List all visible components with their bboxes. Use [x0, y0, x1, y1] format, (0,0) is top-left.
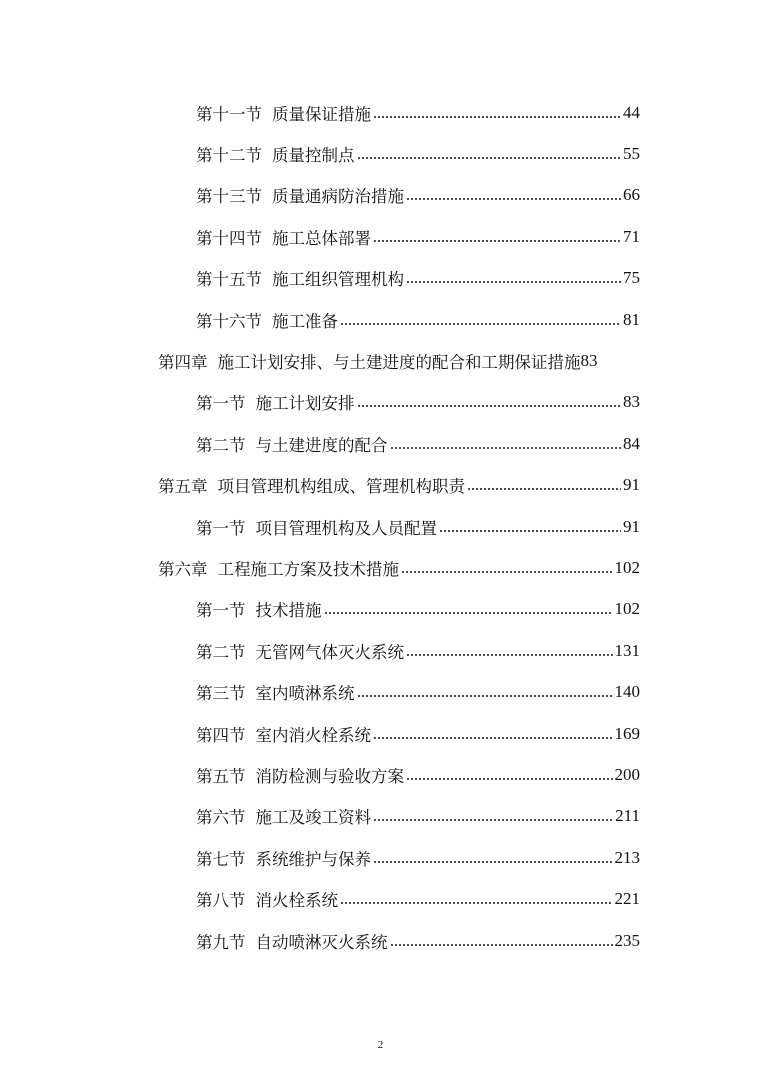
toc-entry-page: 75 — [623, 268, 640, 288]
toc-entry-title: 施工总体部署 — [272, 228, 371, 248]
toc-chapter-entry[interactable] — [158, 340, 640, 381]
toc-dot-leader — [406, 279, 621, 285]
toc-entry-number: 第一节 — [196, 601, 246, 621]
toc-entry-page: 91 — [623, 475, 640, 495]
toc-entry-number: 第十四节 — [196, 228, 262, 248]
toc-entry-page: 83 — [623, 392, 640, 412]
toc-section-entry[interactable] — [196, 837, 640, 878]
toc-dot-leader — [357, 155, 622, 161]
toc-dot-leader — [373, 859, 613, 865]
toc-dot-leader — [406, 196, 621, 202]
toc-entry-title: 室内喷淋系统 — [255, 684, 355, 704]
toc-entry-number: 第九节 — [196, 932, 246, 952]
toc-entry-title: 施工准备 — [272, 311, 338, 331]
page-number: 2 — [377, 1039, 384, 1051]
toc-dot-leader — [340, 321, 621, 327]
toc-entry-number: 第六节 — [196, 808, 246, 828]
toc-entry-page: 169 — [614, 723, 640, 743]
toc-entry-title: 项目管理机构及人员配置 — [255, 518, 437, 538]
toc-dot-leader — [390, 942, 613, 948]
toc-entry-page: 44 — [623, 102, 640, 122]
toc-dot-leader — [373, 114, 621, 120]
toc-entry-number: 第十二节 — [196, 146, 262, 166]
toc-dot-leader — [357, 693, 613, 699]
toc-entry-page: 235 — [614, 930, 640, 950]
toc-entry-page: 211 — [615, 806, 640, 826]
toc-section-entry[interactable] — [196, 506, 640, 547]
toc-entry-title: 与土建进度的配合 — [255, 435, 388, 455]
toc-entry-page: 84 — [623, 433, 640, 453]
toc-dot-leader — [324, 610, 613, 616]
toc-entry-page: 131 — [614, 640, 640, 660]
toc-section-entry[interactable] — [196, 671, 640, 712]
toc-entry-number: 第五节 — [196, 766, 246, 786]
toc-entry-number: 第一节 — [196, 394, 246, 414]
toc-section-entry[interactable] — [196, 630, 640, 671]
toc-entry-page: 102 — [614, 599, 640, 619]
toc-dot-leader — [357, 403, 622, 409]
toc-section-entry[interactable] — [196, 175, 640, 216]
toc-section-entry[interactable] — [196, 382, 640, 423]
toc-entry-title: 技术措施 — [255, 601, 322, 621]
table-of-contents — [0, 92, 761, 961]
toc-entry-title: 质量控制点 — [272, 146, 355, 166]
toc-entry-title: 施工组织管理机构 — [272, 270, 404, 290]
toc-section-entry[interactable] — [196, 713, 640, 754]
toc-dot-leader — [390, 445, 622, 451]
toc-entry-title: 无管网气体灭火系统 — [255, 642, 404, 662]
toc-dot-leader — [373, 735, 613, 741]
toc-entry-number: 第六章 — [158, 559, 208, 579]
toc-entry-title: 工程施工方案及技术措施 — [217, 559, 399, 579]
toc-entry-page: 221 — [614, 889, 640, 909]
toc-chapter-entry[interactable] — [158, 465, 640, 506]
toc-section-entry[interactable] — [196, 299, 640, 340]
toc-entry-number: 第七节 — [196, 849, 246, 869]
toc-entry-page: 55 — [623, 144, 640, 164]
toc-entry-title: 质量通病防治措施 — [272, 187, 404, 207]
toc-entry-title: 项目管理机构组成、管理机构职责 — [217, 477, 465, 497]
toc-dot-leader — [401, 569, 613, 575]
toc-section-entry[interactable] — [196, 133, 640, 174]
toc-entry-title: 施工计划安排 — [255, 394, 355, 414]
toc-entry-title: 施工及竣工资料 — [255, 808, 371, 828]
toc-dot-leader — [439, 528, 621, 534]
toc-dot-leader — [340, 900, 613, 906]
toc-section-entry[interactable] — [196, 878, 640, 919]
toc-entry-number: 第十三节 — [196, 187, 262, 207]
toc-dot-leader — [373, 817, 613, 823]
toc-chapter-entry[interactable] — [158, 547, 640, 588]
toc-entry-page: 200 — [614, 764, 640, 784]
toc-section-entry[interactable] — [196, 920, 640, 961]
toc-section-entry[interactable] — [196, 796, 640, 837]
toc-entry-title: 自动喷淋灭火系统 — [255, 932, 388, 952]
toc-entry-number: 第十五节 — [196, 270, 262, 290]
toc-section-entry[interactable] — [196, 216, 640, 257]
toc-dot-leader — [406, 776, 613, 782]
toc-entry-number: 第五章 — [158, 477, 208, 497]
toc-dot-leader — [467, 486, 621, 492]
toc-dot-leader — [373, 238, 621, 244]
toc-entry-title: 系统维护与保养 — [255, 849, 371, 869]
toc-entry-title: 消防检测与验收方案 — [255, 766, 404, 786]
toc-entry-number: 第十一节 — [196, 104, 262, 124]
toc-entry-page: 140 — [614, 682, 640, 702]
toc-entry-title: 施工计划安排、与土建进度的配合和工期保证措施 — [217, 353, 581, 373]
toc-entry-title: 消火栓系统 — [255, 891, 338, 911]
toc-entry-page: 213 — [614, 847, 640, 867]
toc-entry-page: 81 — [623, 309, 640, 329]
toc-entry-number: 第十六节 — [196, 311, 262, 331]
toc-entry-title: 质量保证措施 — [272, 104, 371, 124]
toc-entry-title: 室内消火栓系统 — [255, 725, 371, 745]
toc-entry-number: 第二节 — [196, 642, 246, 662]
toc-entry-number: 第二节 — [196, 435, 246, 455]
toc-entry-page: 66 — [623, 185, 640, 205]
toc-entry-number: 第四章 — [158, 353, 208, 373]
toc-entry-page: 83 — [580, 351, 598, 371]
toc-section-entry[interactable] — [196, 92, 640, 133]
toc-section-entry[interactable] — [196, 423, 640, 464]
toc-entry-number: 第八节 — [196, 891, 246, 911]
toc-dot-leader — [406, 652, 613, 658]
toc-entry-page: 71 — [623, 226, 640, 246]
toc-entry-page: 102 — [614, 557, 640, 577]
toc-entry-number: 第三节 — [196, 684, 246, 704]
toc-entry-number: 第四节 — [196, 725, 246, 745]
toc-entry-number: 第一节 — [196, 518, 246, 538]
toc-entry-page: 91 — [623, 516, 640, 536]
toc-section-entry[interactable] — [196, 754, 640, 795]
toc-section-entry[interactable] — [196, 258, 640, 299]
toc-section-entry[interactable] — [196, 589, 640, 630]
